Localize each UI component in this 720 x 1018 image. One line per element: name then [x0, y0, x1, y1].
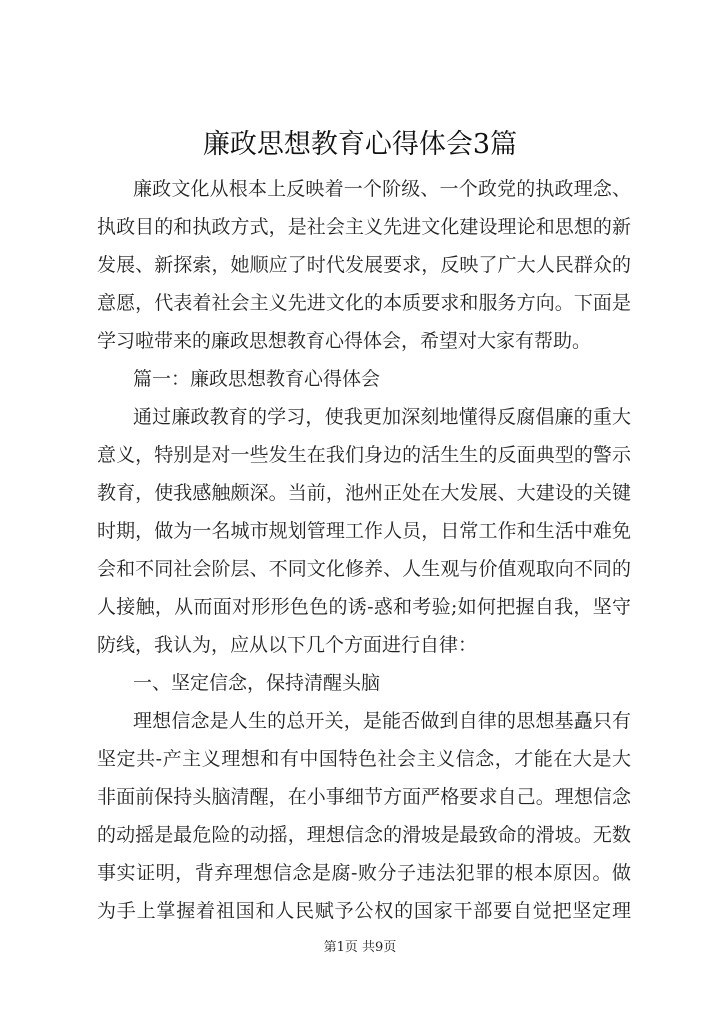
text-line: 意愿，代表着社会主义先进文化的本质要求和服务方向。下面是 — [97, 292, 631, 314]
text-line: 通过廉政教育的学习，使我更加深刻地懂得反腐倡廉的重大 — [133, 406, 631, 428]
paragraph — [97, 702, 631, 930]
text-line: 理想信念是人生的总开关，是能否做到自律的思想基矗只有 — [133, 710, 631, 732]
text-line: 的动摇是最危险的动摇，理想信念的滑坡是最致命的滑坡。无数 — [97, 824, 631, 846]
text-line: 防线，我认为，应从以下几个方面进行自律： — [97, 634, 478, 656]
paragraph — [97, 398, 631, 664]
text-line: 坚定共-产主义理想和有中国特色社会主义信念，才能在大是大 — [97, 748, 631, 770]
text-line: 一、坚定信念，保持清醒头脑 — [133, 672, 381, 694]
text-line: 学习啦带来的廉政思想教育心得体会，希望对大家有帮助。 — [97, 330, 592, 352]
page-number: 第1页 共9页 — [323, 940, 397, 955]
section-heading — [97, 664, 631, 702]
text-line: 意义，特别是对一些发生在我们身边的活生生的反面典型的警示 — [97, 444, 631, 466]
text-line: 会和不同社会阶层、不同文化修养、人生观与价值观取向不同的 — [97, 558, 631, 580]
text-line: 非面前保持头脑清醒，在小事细节方面严格要求自己。理想信念 — [97, 786, 631, 808]
document-title: 廉政思想教育心得体会3篇 — [202, 129, 518, 160]
text-line: 廉政文化从根本上反映着一个阶级、一个政党的执政理念、 — [133, 178, 631, 200]
text-line: 人接触，从而面对形形色色的诱-惑和考验;如何把握自我，坚守 — [97, 596, 631, 618]
text-line: 篇一：廉政思想教育心得体会 — [133, 368, 381, 390]
text-line: 事实证明，背弃理想信念是腐-败分子违法犯罪的根本原因。做 — [97, 862, 631, 884]
text-line: 发展、新探索，她顺应了时代发展要求，反映了广大人民群众的 — [97, 254, 631, 276]
document-body — [97, 170, 631, 930]
text-line: 为手上掌握着祖国和人民赋予公权的国家干部要自觉把坚定理 — [97, 900, 631, 922]
text-line: 教育，使我感触颇深。当前，池州正处在大发展、大建设的关键 — [97, 482, 631, 504]
text-line: 执政目的和执政方式，是社会主义先进文化建设理论和思想的新 — [97, 216, 631, 238]
paragraph — [97, 170, 631, 360]
text-line: 时期，做为一名城市规划管理工作人员，日常工作和生活中难免 — [97, 520, 631, 542]
section-heading — [97, 360, 631, 398]
